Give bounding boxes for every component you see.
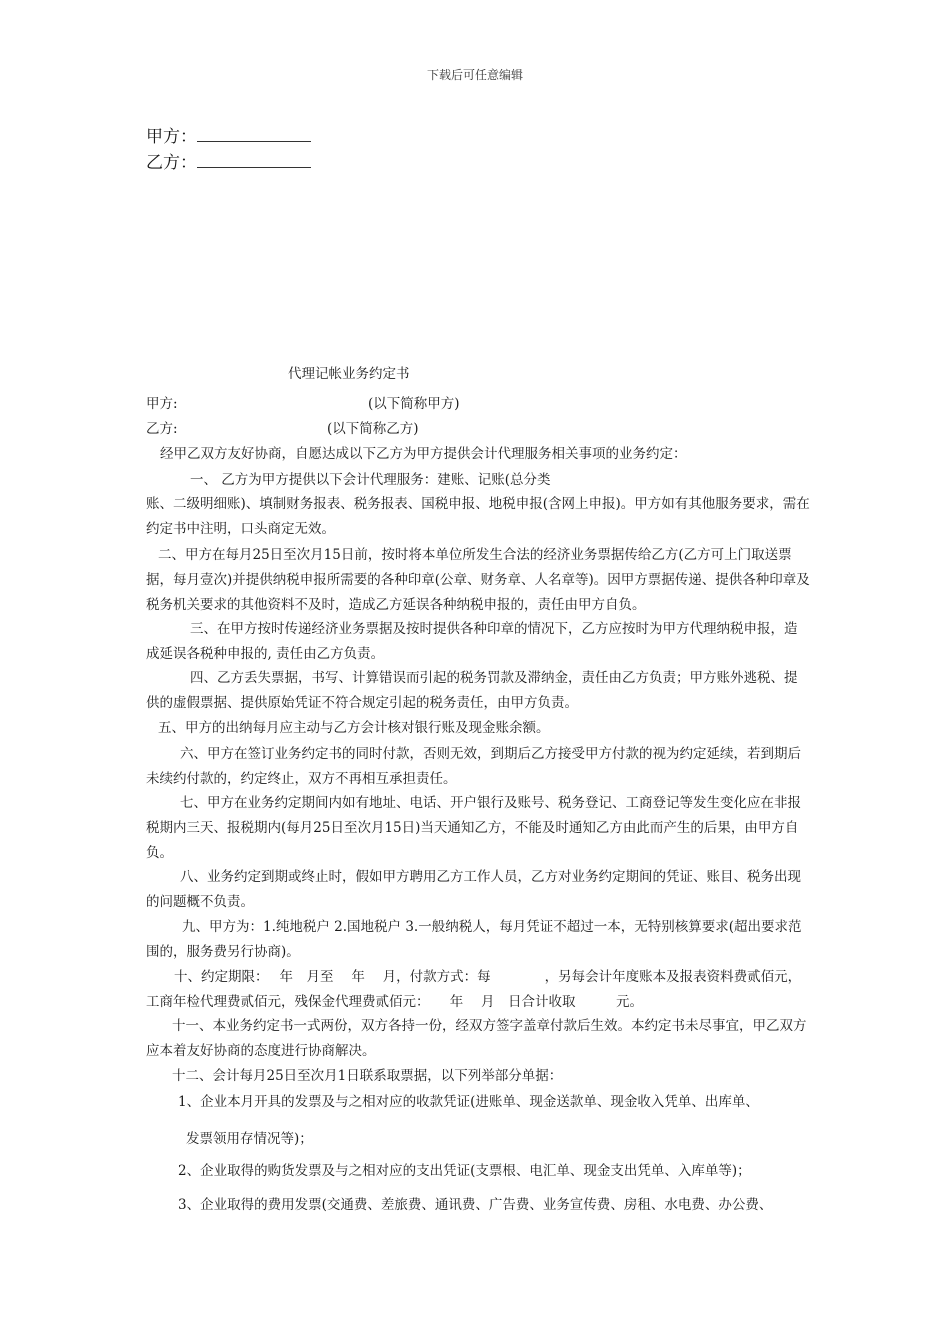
clause-2 — [146, 543, 810, 618]
clause-6-text: 六、甲方在签订业务约定书的同时付款，否则无效，到期后乙方接受甲方付款的视为约定延续，若到期后未续约付款的，约定终止，双方不再相互承担责任。 — [146, 746, 801, 787]
clause-1-continuation: 账、二级明细账)、填制财务报表、税务报表、国税申报、地税申报(含网上申报)。甲方如有其他服务要求，需在约定书中注明，口头商定无效。 — [146, 496, 810, 537]
clause-5-text: 五、甲方的出纳每月应主动与乙方会计核对银行账及现金账余额。 — [158, 720, 550, 736]
clause-7 — [146, 791, 810, 866]
document-title: 代理记帐业务约定书 — [288, 366, 410, 382]
cover-party-b-blank — [197, 152, 311, 168]
clause-10 — [146, 965, 810, 1015]
cover-party-b — [146, 152, 311, 174]
clause-11-text: 十一、本业务约定书一式两份，双方各持一份，经双方签字盖章付款后生效。本约定书未尽事宜，甲乙双方应本着友好协商的态度进行协商解决。 — [146, 1018, 807, 1059]
clause-2-text: 二、甲方在每月25日至次月15日前，按时将本单位所发生合法的经济业务票据传给乙方(乙方可上门取送票据，每月壹次)并提供纳税申报所需要的各种印章(公章、财务章、人名章等)。因甲方票据传递、提供各种印章及税务机关要求的其他资料不及时，造成乙方延误各种纳税申报的，责任由甲方自负。 — [146, 547, 810, 613]
cover-party-a-blank — [197, 126, 311, 142]
item-1-line-2: 发票领用存情况等)； — [186, 1131, 313, 1147]
item-2: 2、企业取得的购货发票及与之相对应的支出凭证(支票根、电汇单、现金支出凭单、入库单等)； — [178, 1163, 751, 1179]
cover-party-a-label: 甲方： — [146, 127, 197, 147]
item-1-line-1: 1、企业本月开具的发票及与之相对应的收款凭证(进账单、现金送款单、现金收入凭单、出库单、 — [178, 1094, 759, 1110]
clause-10-text: 十、约定期限： 年 月至 年 月，付款方式：每 ，另每会计年度账本及报表资料费贰佰元，工商年检代理费贰佰元，残保金代理费贰佰元： 年 月 日合计收取 元。 — [146, 969, 802, 1010]
clause-4 — [146, 666, 810, 716]
item-3: 3、企业取得的费用发票(交通费、差旅费、通讯费、广告费、业务宣传费、房租、水电费、办公费、 — [178, 1197, 773, 1213]
header-note: 下载后可任意编辑 — [426, 68, 523, 82]
clause-9 — [146, 915, 810, 965]
party-a-suffix: (以下简称甲方) — [368, 396, 460, 412]
clause-12: 十二、会计每月25日至次月1日联系取票据，以下列举部分单据： — [172, 1068, 563, 1084]
clause-3-text: 三、在甲方按时传递经济业务票据及按时提供各种印章的情况下，乙方应按时为甲方代理纳税申报，造成延误各税种申报的, 责任由乙方负责。 — [146, 621, 798, 662]
party-b-label: 乙方: — [146, 421, 178, 437]
clause-7-text: 七、甲方在业务约定期间内如有地址、电话、开户银行及账号、税务登记、工商登记等发生变化应在非报税期内三天、报税期内(每月25日至次月15日)当天通知乙方，不能及时通知乙方由此而产生的后果，由甲方自负。 — [146, 795, 801, 861]
clause-9-text: 九、甲方为：1.纯地税户 2.国地税户 3.一般纳税人，每月凭证不超过一本，无特别核算要求(超出要求范围的，服务费另行协商)。 — [146, 919, 802, 960]
cover-party-b-label: 乙方： — [146, 153, 197, 173]
cover-party-a — [146, 126, 311, 148]
party-a-label: 甲方: — [146, 396, 178, 412]
clause-1-first-line: 一、 乙方为甲方提供以下会计代理服务：建账、记账(总分类 — [190, 472, 551, 488]
clause-1-rest — [146, 492, 810, 542]
clause-4-text: 四、乙方丢失票据，书写、计算错误而引起的税务罚款及滞纳金，责任由乙方负责；甲方账外逃税、提供的虚假票据、提供原始凭证不符合规定引起的税务责任，由甲方负责。 — [146, 670, 798, 711]
party-b-suffix: (以下简称乙方) — [327, 421, 419, 437]
intro-paragraph: 经甲乙双方友好协商，自愿达成以下乙方为甲方提供会计代理服务相关事项的业务约定： — [160, 446, 687, 462]
clause-5 — [146, 716, 810, 741]
clause-3 — [146, 617, 810, 667]
clause-6 — [146, 742, 810, 792]
clause-8-text: 八、业务约定到期或终止时，假如甲方聘用乙方工作人员，乙方对业务约定期间的凭证、账目、税务出现的问题概不负责。 — [146, 869, 801, 910]
clause-11 — [146, 1014, 810, 1064]
clause-8 — [146, 865, 810, 915]
